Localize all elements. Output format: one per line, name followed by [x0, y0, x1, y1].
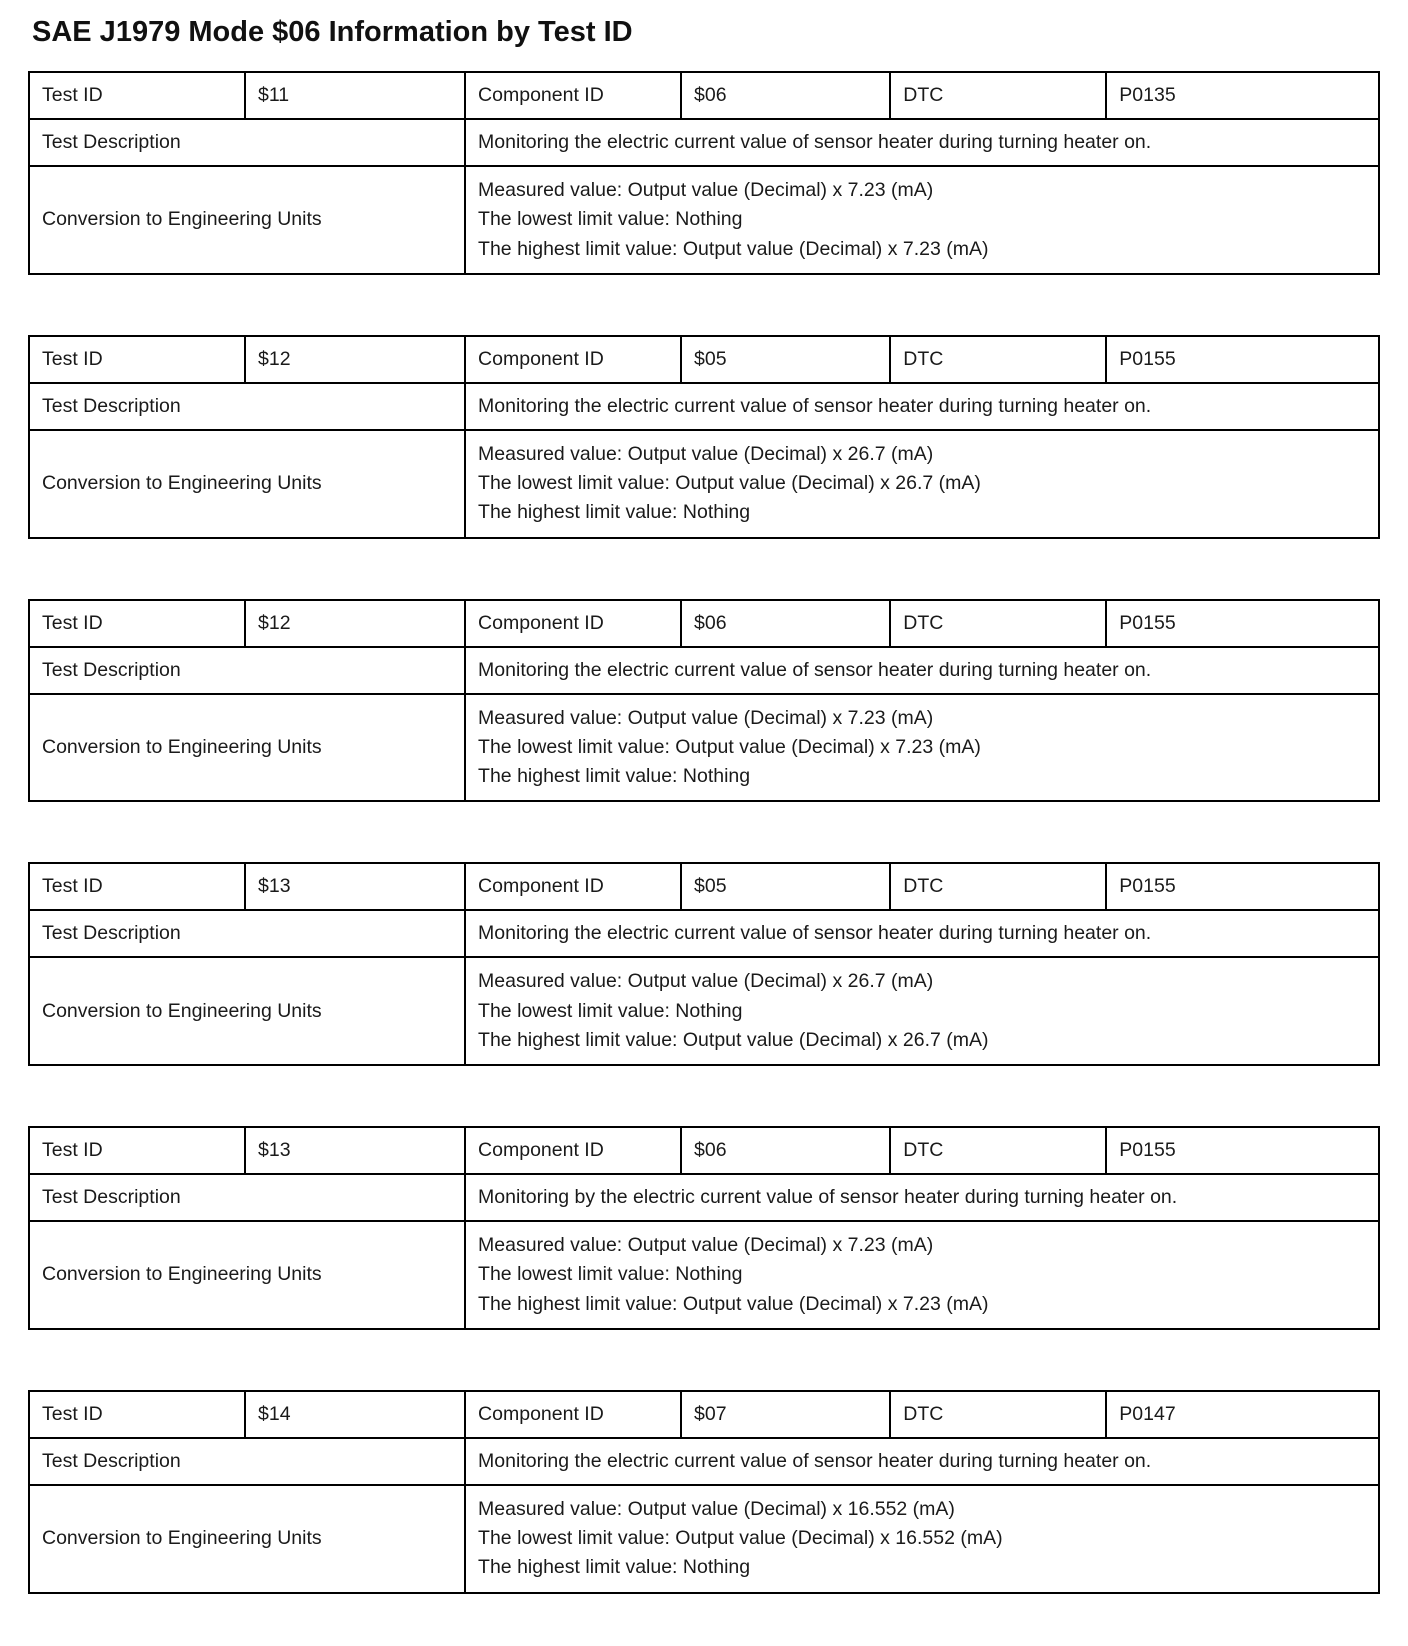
- dtc-value: P0147: [1106, 1391, 1379, 1438]
- conversion-value: [465, 430, 1379, 538]
- conversion-row: [29, 1221, 1379, 1329]
- conversion-measured-value: Measured value: Output value (Decimal) x 7.23 (mA): [478, 179, 934, 201]
- dtc-label: DTC: [890, 336, 1106, 383]
- conversion-lowest-limit: The lowest limit value: Nothing: [478, 1263, 743, 1286]
- conversion-label: Conversion to Engineering Units: [29, 694, 465, 802]
- test-id-label: Test ID: [29, 1127, 245, 1174]
- conversion-value: [465, 694, 1379, 802]
- conversion-label: Conversion to Engineering Units: [29, 430, 465, 538]
- conversion-row: [29, 957, 1379, 1065]
- conversion-value: [465, 957, 1379, 1065]
- conversion-row: [29, 166, 1379, 274]
- conversion-highest-limit: The highest limit value: Nothing: [478, 765, 751, 787]
- test-id-value: $12: [245, 336, 465, 383]
- component-id-value: $06: [681, 600, 890, 647]
- conversion-lowest-limit: The lowest limit value: Output value (Decimal) x 26.7 (mA): [478, 472, 981, 494]
- test-id-label: Test ID: [29, 600, 245, 647]
- component-id-label: Component ID: [465, 863, 681, 910]
- test-description-value: Monitoring the electric current value of sensor heater during turning heater on.: [465, 910, 1379, 957]
- dtc-value: P0155: [1106, 336, 1379, 383]
- conversion-lowest-limit: The lowest limit value: Nothing: [478, 999, 743, 1022]
- test-id-value: $14: [245, 1391, 465, 1438]
- dtc-value: P0135: [1106, 72, 1379, 119]
- test-id-table: [28, 599, 1380, 803]
- table-header-row: [29, 72, 1379, 119]
- conversion-measured-value: Measured value: Output value (Decimal) x 7.23 (mA): [478, 1234, 934, 1256]
- test-description-row: [29, 1174, 1379, 1221]
- conversion-lowest-limit: The lowest limit value: Nothing: [478, 208, 743, 231]
- conversion-row: [29, 1485, 1379, 1593]
- component-id-label: Component ID: [465, 336, 681, 383]
- test-description-row: [29, 647, 1379, 694]
- conversion-lines: [478, 440, 1368, 528]
- conversion-label: Conversion to Engineering Units: [29, 166, 465, 274]
- test-id-label: Test ID: [29, 336, 245, 383]
- test-id-value: $13: [245, 1127, 465, 1174]
- test-description-row: [29, 910, 1379, 957]
- component-id-label: Component ID: [465, 600, 681, 647]
- conversion-measured-value: Measured value: Output value (Decimal) x 7.23 (mA): [478, 706, 934, 729]
- test-description-value: Monitoring the electric current value of sensor heater during turning heater on.: [465, 647, 1379, 694]
- table-header-row: [29, 1127, 1379, 1174]
- test-description-value: Monitoring the electric current value of sensor heater during turning heater on.: [465, 119, 1379, 166]
- component-id-value: $07: [681, 1391, 890, 1438]
- test-description-label: Test Description: [29, 647, 465, 694]
- conversion-measured-value: Measured value: Output value (Decimal) x 26.7 (mA): [478, 442, 934, 465]
- dtc-label: DTC: [890, 600, 1106, 647]
- test-id-value: $13: [245, 863, 465, 910]
- component-id-value: $05: [681, 863, 890, 910]
- test-description-row: [29, 1438, 1379, 1485]
- page-title: SAE J1979 Mode $06 Information by Test ID: [32, 16, 633, 48]
- conversion-row: [29, 430, 1379, 538]
- conversion-highest-limit: The highest limit value: Output value (Decimal) x 7.23 (mA): [478, 1292, 989, 1315]
- table-header-row: [29, 863, 1379, 910]
- test-id-table: [28, 862, 1380, 1066]
- conversion-lowest-limit: The lowest limit value: Output value (Decimal) x 7.23 (mA): [478, 735, 981, 758]
- test-description-value: Monitoring the electric current value of sensor heater during turning heater on.: [465, 383, 1379, 430]
- conversion-value: [465, 1485, 1379, 1593]
- test-id-label: Test ID: [29, 863, 245, 910]
- test-description-label: Test Description: [29, 119, 465, 166]
- test-description-label: Test Description: [29, 1438, 465, 1485]
- test-id-table: [28, 71, 1380, 275]
- conversion-label: Conversion to Engineering Units: [29, 1485, 465, 1593]
- test-description-value: Monitoring by the electric current value of sensor heater during turning heater on.: [465, 1174, 1379, 1221]
- conversion-label: Conversion to Engineering Units: [29, 957, 465, 1065]
- conversion-label: Conversion to Engineering Units: [29, 1221, 465, 1329]
- conversion-measured-value: Measured value: Output value (Decimal) x 26.7 (mA): [478, 970, 934, 993]
- dtc-value: P0155: [1106, 863, 1379, 910]
- component-id-value: $05: [681, 336, 890, 383]
- dtc-label: DTC: [890, 72, 1106, 119]
- conversion-highest-limit: The highest limit value: Nothing: [478, 1556, 751, 1579]
- test-description-label: Test Description: [29, 1174, 465, 1221]
- conversion-lines: [478, 1231, 1368, 1319]
- component-id-label: Component ID: [465, 72, 681, 119]
- test-id-label: Test ID: [29, 1391, 245, 1438]
- conversion-value: [465, 1221, 1379, 1329]
- table-header-row: [29, 336, 1379, 383]
- dtc-label: DTC: [890, 863, 1106, 910]
- conversion-lowest-limit: The lowest limit value: Output value (Decimal) x 16.552 (mA): [478, 1527, 1003, 1549]
- dtc-label: DTC: [890, 1127, 1106, 1174]
- conversion-lines: [478, 967, 1368, 1055]
- conversion-row: [29, 694, 1379, 802]
- component-id-value: $06: [681, 72, 890, 119]
- conversion-measured-value: Measured value: Output value (Decimal) x 16.552 (mA): [478, 1497, 955, 1520]
- test-id-value: $12: [245, 600, 465, 647]
- test-description-row: [29, 119, 1379, 166]
- conversion-lines: [478, 704, 1368, 792]
- conversion-lines: [478, 176, 1368, 264]
- conversion-highest-limit: The highest limit value: Output value (Decimal) x 7.23 (mA): [478, 237, 989, 260]
- test-description-label: Test Description: [29, 910, 465, 957]
- test-id-table: [28, 1126, 1380, 1330]
- component-id-value: $06: [681, 1127, 890, 1174]
- dtc-label: DTC: [890, 1391, 1106, 1438]
- test-id-tables: [28, 71, 1380, 1594]
- test-description-value: Monitoring the electric current value of sensor heater during turning heater on.: [465, 1438, 1379, 1485]
- test-description-row: [29, 383, 1379, 430]
- test-id-table: [28, 335, 1380, 539]
- component-id-label: Component ID: [465, 1127, 681, 1174]
- test-id-table: [28, 1390, 1380, 1594]
- dtc-value: P0155: [1106, 1127, 1379, 1174]
- table-header-row: [29, 1391, 1379, 1438]
- conversion-highest-limit: The highest limit value: Nothing: [478, 501, 751, 524]
- test-id-value: $11: [245, 72, 465, 119]
- conversion-highest-limit: The highest limit value: Output value (Decimal) x 26.7 (mA): [478, 1028, 989, 1051]
- test-id-label: Test ID: [29, 72, 245, 119]
- component-id-label: Component ID: [465, 1391, 681, 1438]
- conversion-lines: [478, 1495, 1368, 1583]
- test-description-label: Test Description: [29, 383, 465, 430]
- conversion-value: [465, 166, 1379, 274]
- dtc-value: P0155: [1106, 600, 1379, 647]
- table-header-row: [29, 600, 1379, 647]
